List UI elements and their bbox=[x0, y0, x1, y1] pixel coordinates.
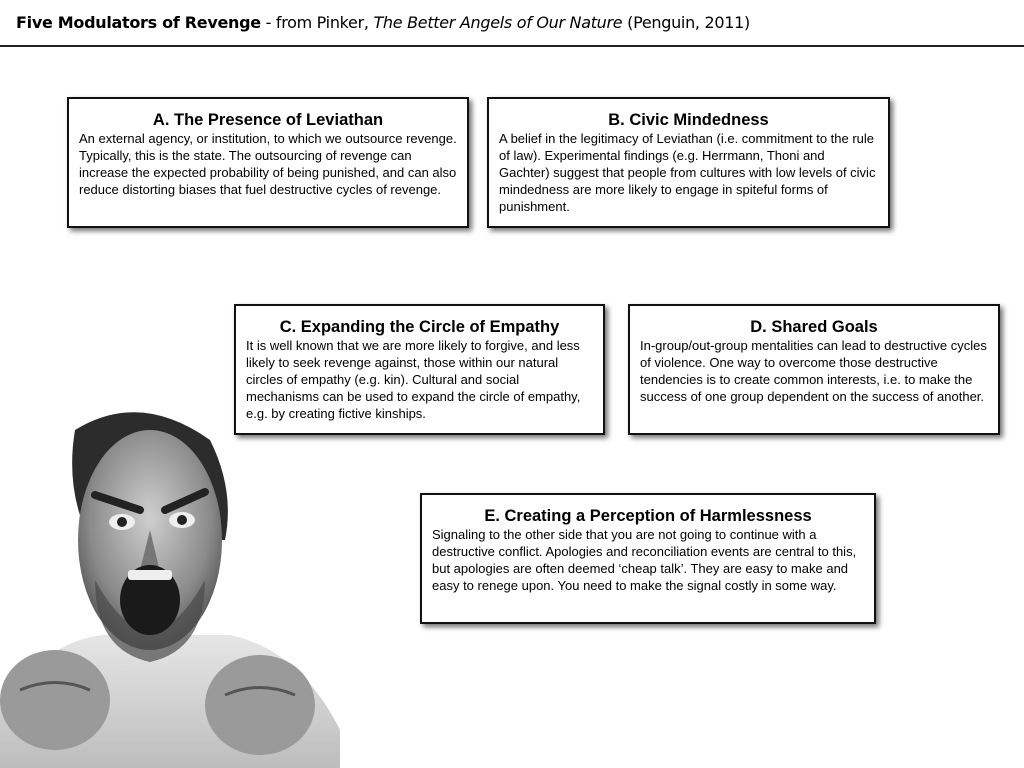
modulator-box-a bbox=[67, 97, 469, 228]
box-body: An external agency, or institution, to which we outsource revenge. Typically, this is the state. The outsourcing of revenge can increase the expected probability of being punished, and can also reduce distorting biases that fuel destructive cycles of revenge. bbox=[79, 131, 457, 197]
box-title: D. Shared Goals bbox=[750, 318, 878, 336]
box-title: C. Expanding the Circle of Empathy bbox=[279, 318, 560, 336]
box-title: A. The Presence of Leviathan bbox=[152, 111, 384, 129]
modulator-box-b bbox=[487, 97, 890, 228]
modulator-box-c bbox=[234, 304, 605, 435]
box-body: In-group/out-group mentalities can lead to destructive cycles of violence. One way to overcome those destructive tendencies is to create common interests, i.e. to make the success of one group dependent on the success of another. bbox=[640, 338, 987, 404]
box-body: Signaling to the other side that you are not going to continue with a destructive conflict. Apologies and reconciliation events are central to this, but apologies are often deemed ‘cheap talk’. They are easy to make and easy to renege upon. You need to make the signal costly in some way. bbox=[432, 527, 857, 593]
box-body: A belief in the legitimacy of Leviathan (i.e. commitment to the rule of law). Experimental findings (e.g. Herrmann, Thoni and Gachter) suggest that people from cultures with low levels of civic mindedness are more likely to engage in spiteful forms of punishment. bbox=[499, 131, 876, 214]
angry-man-photo bbox=[0, 400, 340, 768]
title-main: Five Modulators of Revenge bbox=[16, 13, 261, 32]
slide-title bbox=[16, 13, 750, 32]
box-body: It is well known that we are more likely to forgive, and less likely to seek revenge against, those within our natural circles of empathy (e.g. kin). Cultural and social mechanisms can be used to expand the circle of empathy, e.g. by creating fictive kinships. bbox=[246, 338, 581, 421]
slide-header bbox=[0, 0, 1024, 47]
title-source: - from Pinker, bbox=[260, 13, 374, 32]
box-title: B. Civic Mindedness bbox=[608, 111, 769, 129]
modulator-box-e bbox=[420, 493, 876, 624]
modulator-box-d bbox=[628, 304, 1000, 435]
publisher: (Penguin, 2011) bbox=[622, 13, 750, 32]
book-title: The Better Angels of Our Nature bbox=[373, 13, 623, 32]
box-title: E. Creating a Perception of Harmlessness bbox=[484, 507, 812, 525]
